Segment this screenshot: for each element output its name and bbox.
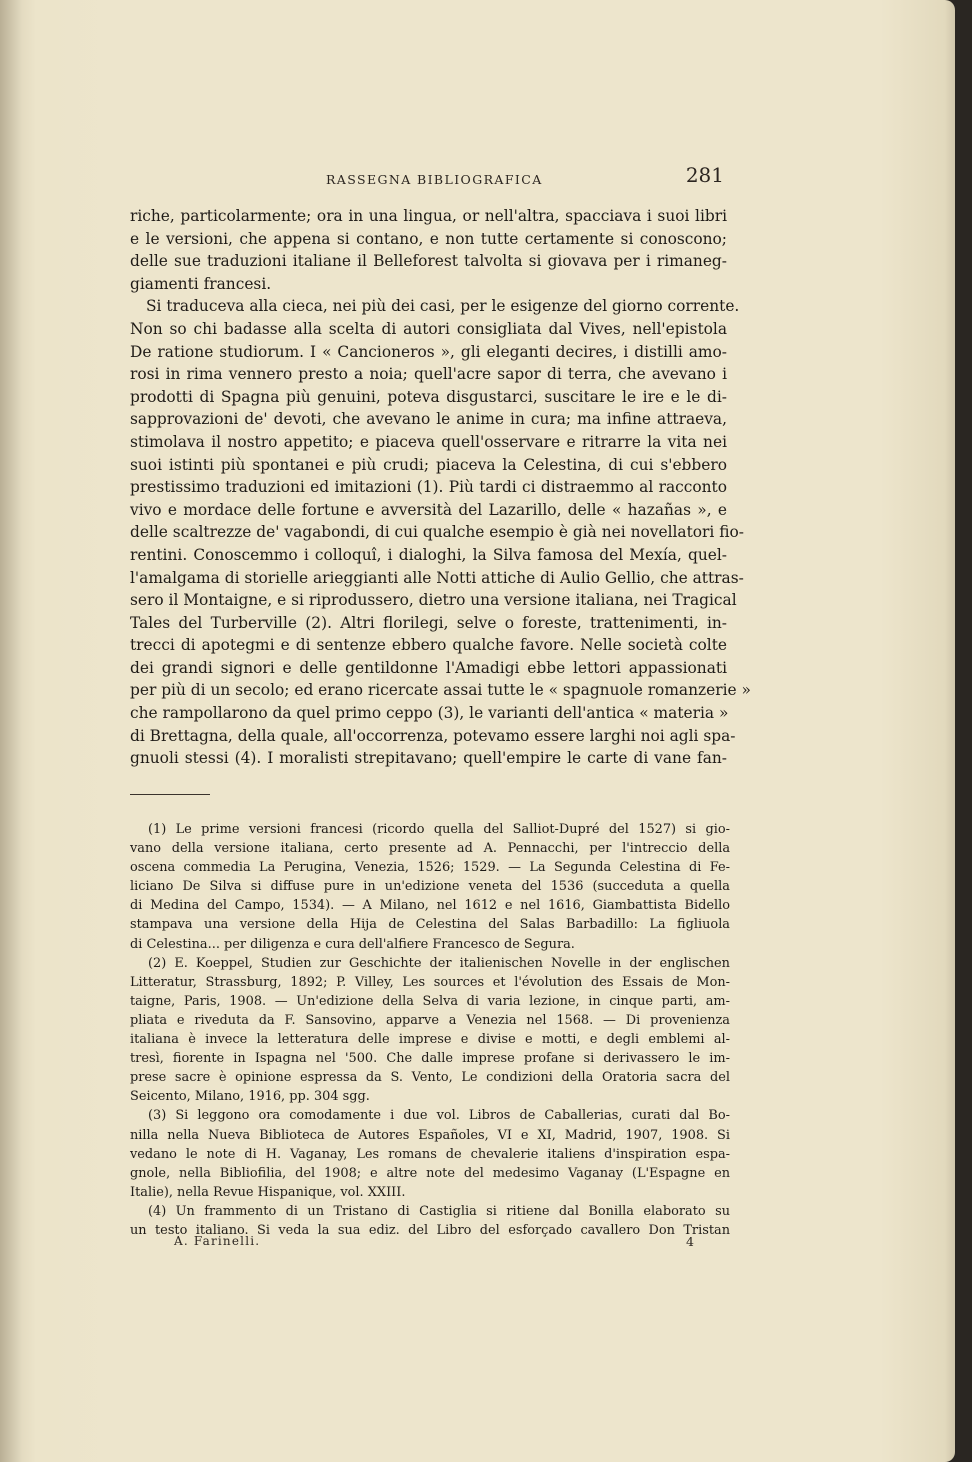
footnote-line: prese sacre è opinione espressa da S. Vento, Le condizioni della Oratoria sacra del [130,1070,730,1086]
sheet-number: 4 [686,1234,694,1249]
body-line: rentini. Conoscemmo i colloquî, i dialoghi, la Silva famosa del Mexía, quel- [130,545,727,564]
body-text [130,205,751,770]
footnote-line: (4) Un frammento di un Tristano di Castiglia si ritiene dal Bonilla elaborato su [148,1203,730,1219]
footnote-line: taigne, Paris, 1908. — Un'edizione della Selva di varia lezione, in cinque parti, am- [130,993,730,1009]
body-line: vivo e mordace delle fortune e avversità del Lazarillo, delle « hazañas », e [130,500,727,519]
footnote-line: (2) E. Koeppel, Studien zur Geschichte der italienischen Novelle in der englischen [148,955,730,971]
body-line: per più di un secolo; ed erano ricercate assai tutte le « spagnuole romanzerie » [130,681,751,700]
body-line: giamenti francesi. [130,274,272,293]
page-number: 281 [685,163,724,187]
footnote-line: vano della versione italiana, certo presente ad A. Pennacchi, per l'intreccio della [130,841,730,857]
page-gutter [0,0,22,1462]
footnote-line: oscena commedia La Perugina, Venezia, 1526; 1529. — La Segunda Celestina di Fe- [130,860,730,876]
page-footer [174,1234,694,1254]
body-line: trecci di apotegmi e di sentenze ebbero qualche favore. Nelle società colte [130,636,727,655]
footnote-line: di Medina del Campo, 1534). — A Milano, nel 1612 e nel 1616, Giambattista Bidello [130,898,730,914]
body-line: di Brettagna, della quale, all'occorrenza, potevamo essere larghi noi agli spa- [130,726,736,745]
footnote-line: (3) Si leggono ora comodamente i due vol. Libros de Caballerias, curati dal Bo- [148,1108,730,1124]
body-line: suoi istinti più spontanei e più crudi; piaceva la Celestina, di cui s'ebbero [130,455,727,474]
body-line: che rampollarono da quel primo ceppo (3), le varianti dell'antica « materia » [130,704,729,723]
footnote-line: Seicento, Milano, 1916, pp. 304 sgg. [130,1089,370,1105]
body-line: prestissimo traduzioni ed imitazioni (1). Più tardi ci distraemmo al racconto [130,478,727,497]
page-header [128,163,728,193]
footnote-line: Litteratur, Strassburg, 1892; P. Villey, Les sources et l'évolution des Essais de Mon- [130,974,730,990]
footnote-line: Italie), nella Revue Hispanique, vol. XXIII. [130,1184,406,1200]
footnote-line: tresì, fiorente in Ispagna nel '500. Che dalle imprese profane si derivassero le im- [130,1051,730,1067]
body-line: rosi in rima vennero presto a noia; quell'acre sapor di terra, che avevano i [130,365,727,384]
body-line: Tales del Turberville (2). Altri florilegi, selve o foreste, trattenimenti, in- [130,613,727,632]
body-line: delle scaltrezze de' vagabondi, di cui qualche esempio è già nei novellatori fio- [130,523,744,542]
body-line: sero il Montaigne, e si riprodussero, dietro una versione italiana, nei Tragical [130,591,737,610]
body-line: riche, particolarmente; ora in una lingua, or nell'altra, spacciava i suoi libri [130,207,727,225]
footnote-line: stampava una versione della Hija de Celestina del Salas Barbadillo: La figliuola [130,917,730,933]
body-line: gnuoli stessi (4). I moralisti strepitavano; quell'empire le carte di vane fan- [130,749,727,768]
footnote-line: (1) Le prime versioni francesi (ricordo quella del Salliot-Dupré del 1527) si gio- [148,822,730,837]
footnote-line: pliata e riveduta da F. Sansovino, apparve a Venezia nel 1568. — Di provenienza [130,1012,730,1028]
footnote-line: vedano le note di H. Vaganay, Les romans de chevalerie italiens d'inspiration espa- [130,1146,730,1162]
body-line: delle sue traduzioni italiane il Belleforest talvolta si giovava per i rimaneg- [130,252,727,271]
body-line: stimolava il nostro appetito; e piaceva quell'osservare e ritrarre la vita nei [130,432,727,451]
footnote-line: nilla nella Nueva Biblioteca de Autores Españoles, VI e XI, Madrid, 1907, 1908. Si [130,1127,730,1143]
body-line: l'amalgama di storielle arieggianti alle Notti attiche di Aulio Gellio, che attras- [130,568,744,587]
author-signature: A. Farinelli. [174,1234,261,1248]
footnote-line: di Celestina... per diligenza e cura dell'alfiere Francesco de Segura. [130,936,575,952]
footnote-line: italiana è invece la letteratura delle imprese e divise e motti, e degli emblemi al- [130,1032,730,1048]
body-line: prodotti di Spagna più genuini, poteva disgustarci, suscitare le ire e le di- [130,387,727,406]
body-line: sapprovazioni de' devoti, che avevano le anime in cura; ma infine attraeva, [130,410,727,429]
body-line: dei grandi signori e delle gentildonne l'Amadigi ebbe lettori appassionati [130,658,727,677]
running-head: RASSEGNA BIBLIOGRAFICA [326,172,543,187]
body-line: Si traduceva alla cieca, nei più dei casi, per le esigenze del giorno corrente. [146,297,740,316]
body-line: De ratione studiorum. I « Cancioneros », gli eleganti decires, i distilli amo- [130,342,727,361]
footnote-line: liciano De Silva si diffuse pure in un'edizione veneta del 1536 (succeduta a quella [130,879,730,895]
footnote-line: un testo italiano. Si veda la sua ediz. del Libro del esforçado cavallero Don Tristan [130,1222,730,1238]
body-line: e le versioni, che appena si contano, e non tutte certamente si conoscono; [130,229,727,248]
footnote-rule [130,794,210,795]
body-line: Non so chi badasse alla scelta di autori consigliata dal Vives, nell'epistola [130,319,727,338]
footnotes [130,820,730,1240]
footnote-line: gnole, nella Bibliofilia, del 1908; e altre note del medesimo Vaganay (L'Espagne en [130,1165,730,1181]
